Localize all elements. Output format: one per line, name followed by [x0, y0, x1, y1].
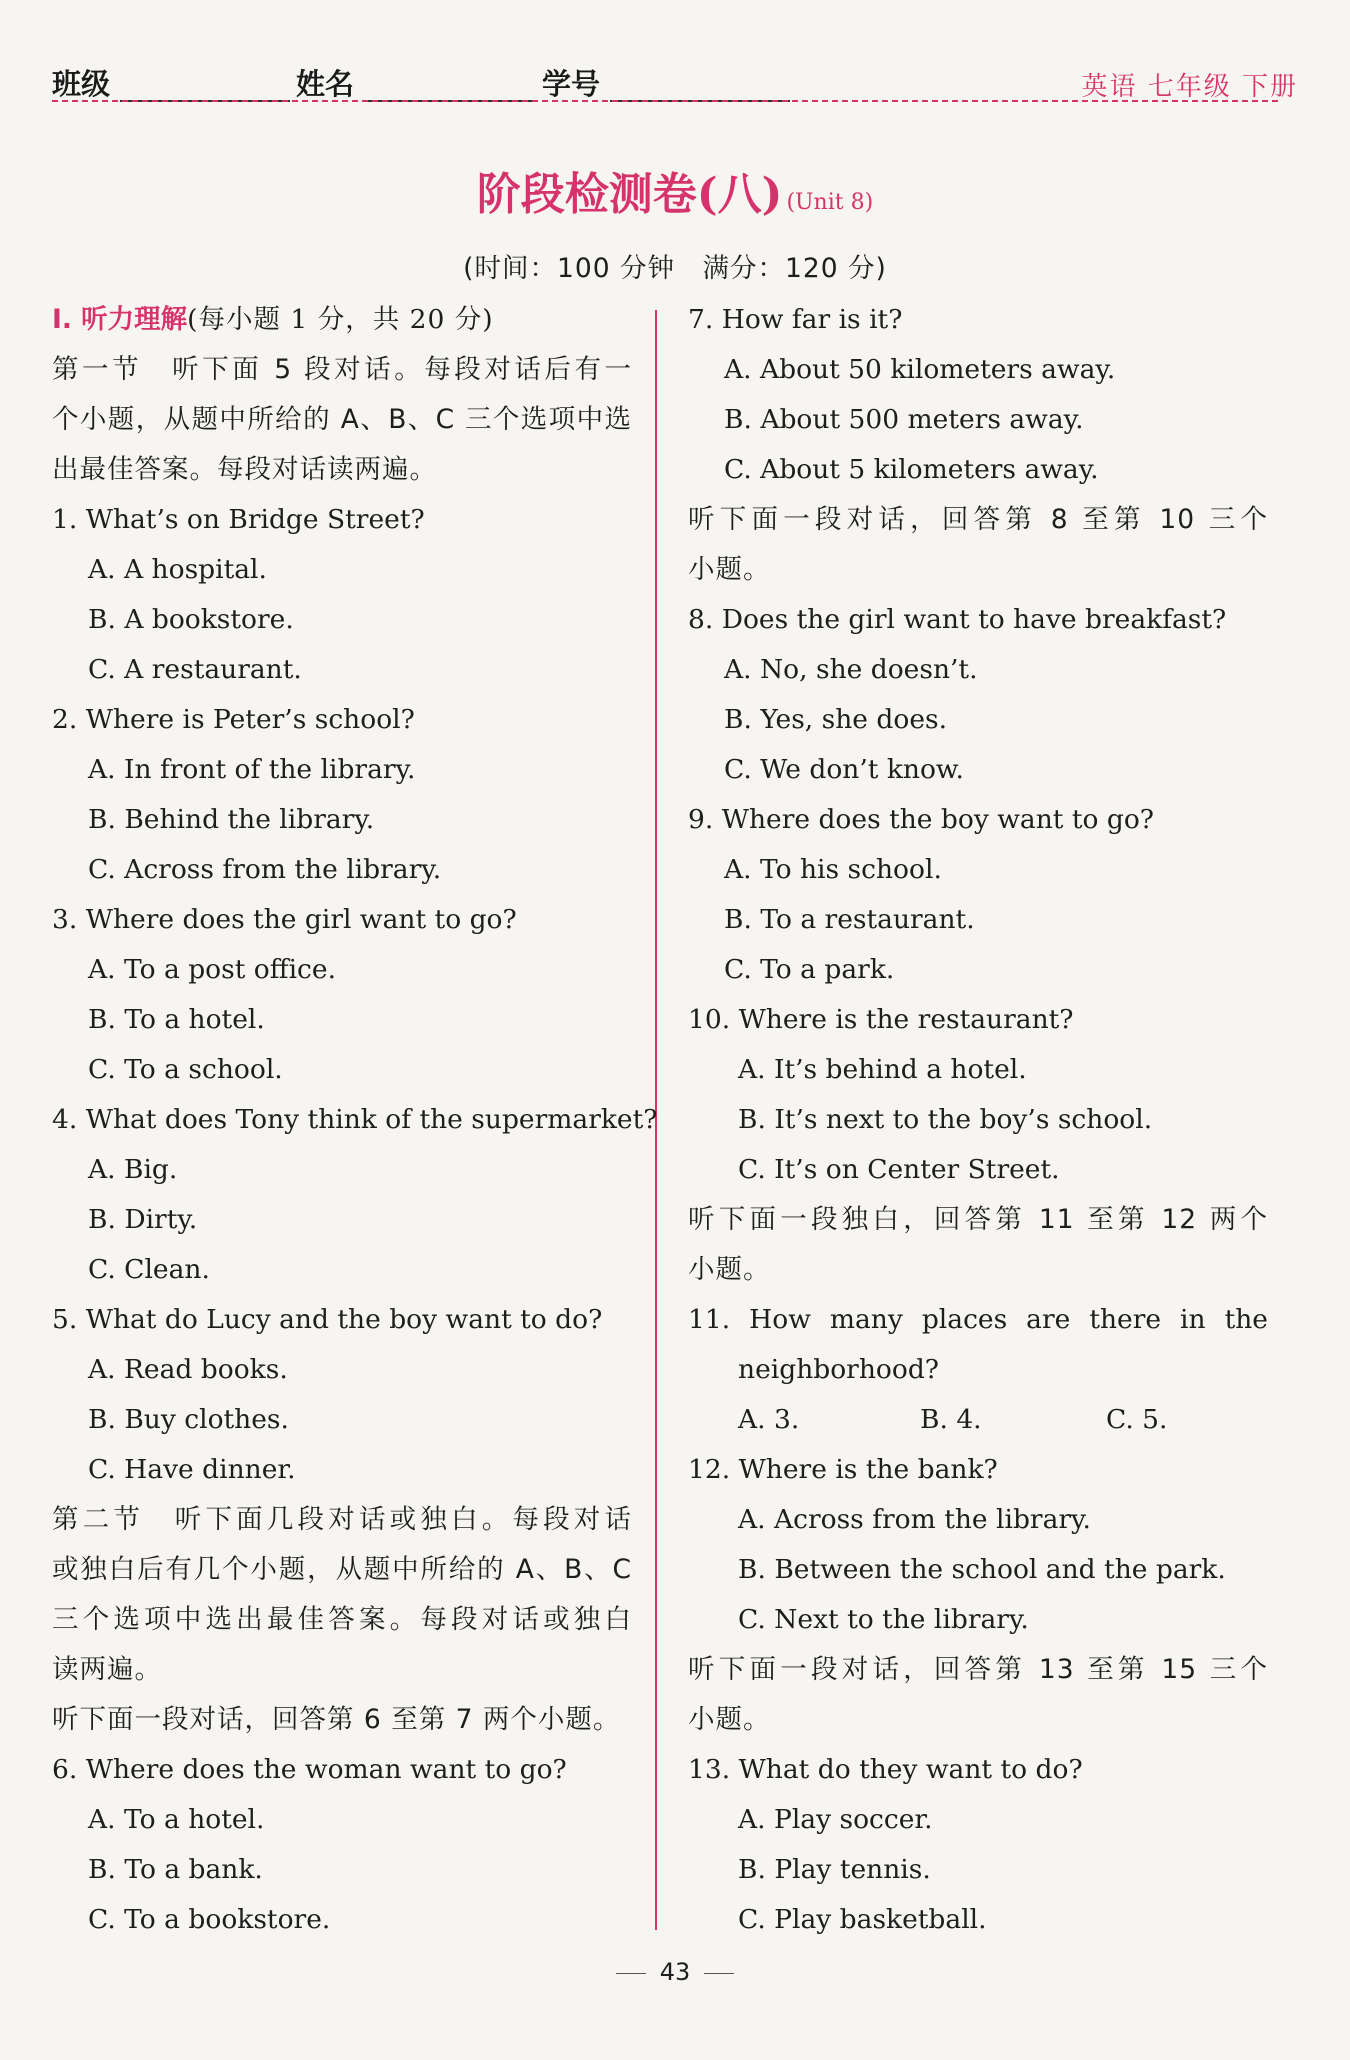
option[interactable]: C. About 5 kilometers away. — [724, 454, 1099, 485]
header-divider — [52, 100, 1278, 102]
listening-instruction: 听下面一段对话，回答第 6 至第 7 两个小题。 — [52, 1704, 621, 1735]
option[interactable]: B. Play tennis. — [738, 1854, 931, 1885]
question-12: 12. Where is the bank? — [688, 1454, 998, 1485]
question-13: 13. What do they want to do? — [688, 1754, 1083, 1785]
option[interactable]: B. Between the school and the park. — [738, 1554, 1226, 1585]
option[interactable]: C. Have dinner. — [88, 1454, 296, 1485]
listening-instruction: 小题。 — [688, 1704, 771, 1735]
question-2: 2. Where is Peter’s school? — [52, 704, 415, 735]
page-title — [0, 158, 1350, 222]
option[interactable]: C. Play basketball. — [738, 1904, 987, 1935]
question-1: 1. What’s on Bridge Street? — [52, 504, 425, 535]
listening-instruction: 小题。 — [688, 1254, 771, 1285]
question-5: 5. What do Lucy and the boy want to do? — [52, 1304, 603, 1335]
option[interactable]: A. In front of the library. — [88, 754, 416, 785]
question-10: 10. Where is the restaurant? — [688, 1004, 1074, 1035]
option[interactable]: C. To a school. — [88, 1054, 283, 1085]
option[interactable]: A. A hospital. — [88, 554, 267, 585]
listening-instruction: 小题。 — [688, 554, 771, 585]
option[interactable]: B. To a restaurant. — [724, 904, 975, 935]
part2-instruction: 读两遍。 — [52, 1654, 162, 1685]
question-7: 7. How far is it? — [688, 304, 903, 335]
option[interactable]: B. 4. — [920, 1404, 982, 1435]
question-3: 3. Where does the girl want to go? — [52, 904, 517, 935]
part2-instruction: 第二节 听下面几段对话或独白。每段对话 — [52, 1504, 632, 1535]
part2-instruction: 或独白后有几个小题，从题中所给的 A、B、C — [52, 1554, 632, 1585]
option[interactable]: C. 5. — [1106, 1404, 1168, 1435]
page-number — [0, 1958, 1350, 1986]
option[interactable]: C. Clean. — [88, 1254, 210, 1285]
class-label: 班级 — [52, 67, 111, 101]
option[interactable]: B. To a bank. — [88, 1854, 263, 1885]
part2-instruction: 三个选项中选出最佳答案。每段对话或独白 — [52, 1604, 632, 1635]
option[interactable]: C. It’s on Center Street. — [738, 1154, 1060, 1185]
option[interactable]: C. To a bookstore. — [88, 1904, 331, 1935]
option[interactable]: A. Big. — [88, 1154, 178, 1185]
question-9: 9. Where does the boy want to go? — [688, 804, 1155, 835]
option[interactable]: B. Behind the library. — [88, 804, 375, 835]
part1-instruction: 第一节 听下面 5 段对话。每段对话后有一 — [52, 354, 632, 385]
question-8: 8. Does the girl want to have breakfast? — [688, 604, 1227, 635]
part1-instruction: 个小题，从题中所给的 A、B、C 三个选项中选 — [52, 404, 632, 435]
option[interactable]: B. Dirty. — [88, 1204, 198, 1235]
option[interactable]: C. Across from the library. — [88, 854, 442, 885]
listening-instruction: 听下面一段对话，回答第 8 至第 10 三个 — [688, 504, 1268, 535]
question-6: 6. Where does the woman want to go? — [52, 1754, 567, 1785]
option[interactable]: A. Read books. — [88, 1354, 288, 1385]
option[interactable]: B. It’s next to the boy’s school. — [738, 1104, 1153, 1135]
page-number-dash — [704, 1973, 734, 1974]
option[interactable]: A. About 50 kilometers away. — [724, 354, 1116, 385]
page-number-dash — [616, 1973, 646, 1974]
option[interactable]: A. Across from the library. — [738, 1504, 1091, 1535]
option[interactable]: B. Buy clothes. — [88, 1404, 289, 1435]
option[interactable]: C. We don’t know. — [724, 754, 964, 785]
option[interactable]: B. About 500 meters away. — [724, 404, 1084, 435]
title-unit: (Unit 8) — [786, 190, 874, 215]
option[interactable]: A. Play soccer. — [738, 1804, 933, 1835]
name-label: 姓名 — [296, 67, 355, 101]
option[interactable]: C. Next to the library. — [738, 1604, 1029, 1635]
option[interactable]: A. 3. — [738, 1404, 800, 1435]
option[interactable]: A. It’s behind a hotel. — [738, 1054, 1027, 1085]
listening-instruction: 听下面一段独白，回答第 11 至第 12 两个 — [688, 1204, 1268, 1235]
part1-instruction: 出最佳答案。每段对话读两遍。 — [52, 454, 437, 485]
option[interactable]: C. A restaurant. — [88, 654, 302, 685]
option[interactable]: B. Yes, she does. — [724, 704, 948, 735]
option[interactable]: A. To his school. — [724, 854, 942, 885]
page-number-value: 43 — [659, 1958, 691, 1986]
title-main: 阶段检测卷(八) — [476, 169, 783, 220]
section-title: Ⅰ. 听力理解 — [52, 304, 188, 335]
question-4: 4. What does Tony think of the supermarket? — [52, 1104, 658, 1135]
option[interactable]: B. A bookstore. — [88, 604, 294, 635]
book-label: 英语 七年级 下册 — [1081, 72, 1298, 102]
question-11-cont: neighborhood? — [738, 1354, 939, 1385]
section-note: (每小题 1 分，共 20 分) — [187, 304, 494, 335]
section-heading — [52, 300, 494, 340]
option[interactable]: A. No, she doesn’t. — [724, 654, 978, 685]
option[interactable]: C. To a park. — [724, 954, 895, 985]
option[interactable]: A. To a post office. — [88, 954, 336, 985]
id-label: 学号 — [542, 67, 601, 101]
option[interactable]: A. To a hotel. — [88, 1804, 265, 1835]
question-11: 11. How many places are there in the — [688, 1304, 1268, 1335]
listening-instruction: 听下面一段对话，回答第 13 至第 15 三个 — [688, 1654, 1268, 1685]
option[interactable]: B. To a hotel. — [88, 1004, 265, 1035]
exam-info: (时间：100 分钟 满分：120 分) — [463, 253, 887, 284]
